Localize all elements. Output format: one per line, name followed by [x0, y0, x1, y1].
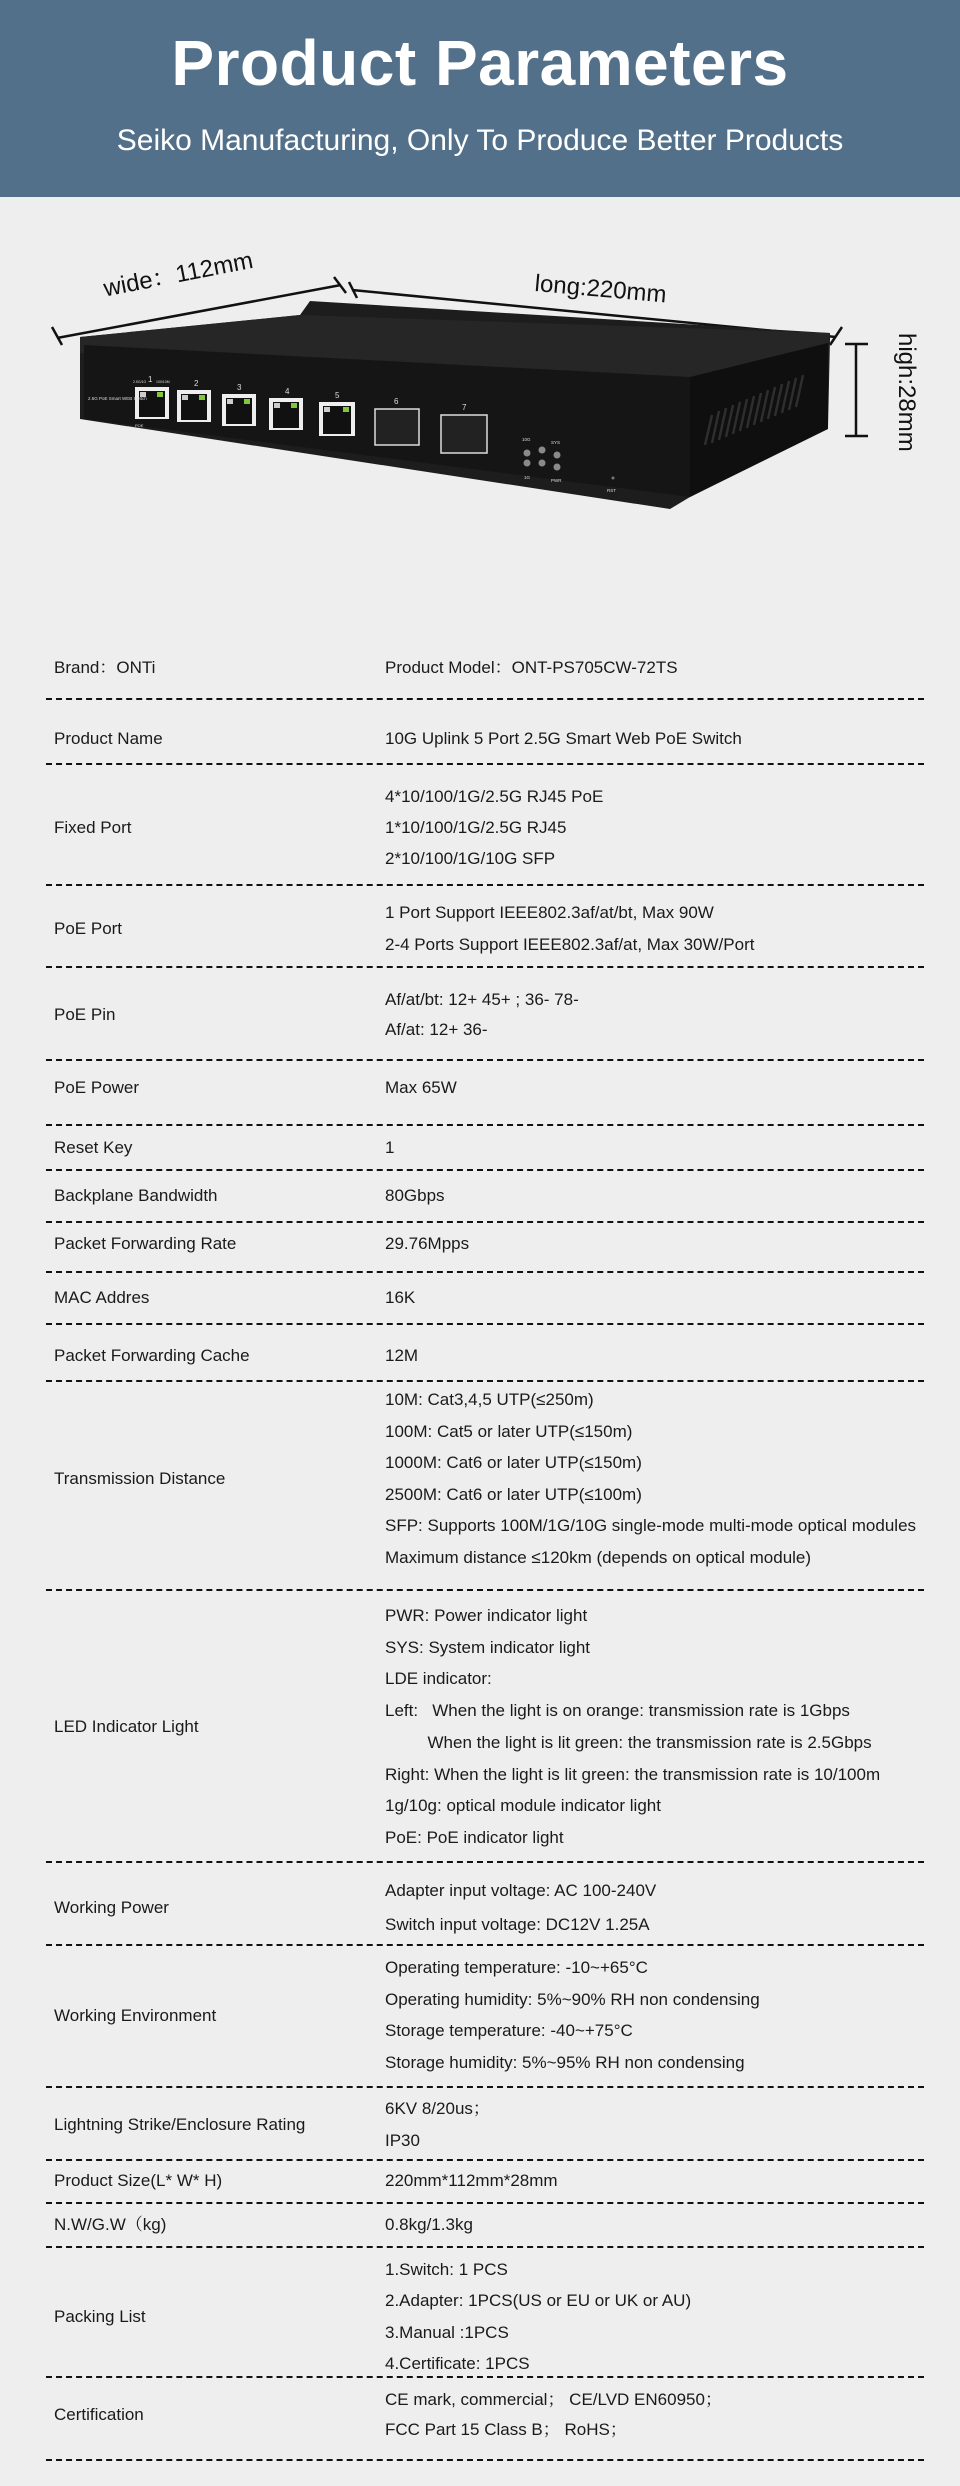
port-number-2: 2 [194, 379, 199, 388]
spec-label: Working Environment [54, 2005, 217, 2025]
spec-value: 4*10/100/1G/2.5G RJ45 PoE [385, 787, 604, 806]
row-separator [46, 2459, 924, 2461]
spec-value: 6KV 8/20us； [385, 2099, 490, 2118]
rj45-port-5 [319, 402, 355, 436]
spec-label: Packet Forwarding Cache [54, 1346, 250, 1365]
spec-value: 80Gbps [385, 1186, 445, 1205]
spec-value: 220mm*112mm*28mm [385, 2171, 558, 2190]
spec-label: MAC Addres [54, 1288, 150, 1307]
spec-label: LED Indicator Light [54, 1716, 199, 1736]
row-separator [46, 884, 924, 886]
row-separator [46, 966, 924, 968]
led-label-1g: 1G [524, 475, 531, 480]
spec-value: 100M: Cat5 or later UTP(≤150m) [385, 1421, 633, 1441]
spec-label: PoE Pin [54, 1005, 116, 1024]
spec-value: 0.8kg/1.3kg [385, 2215, 473, 2234]
page-title: Product Parameters [171, 27, 789, 99]
spec-label: Packet Forwarding Rate [54, 1234, 237, 1253]
spec-label: Reset Key [54, 1138, 133, 1157]
spec-value: 10M: Cat3,4,5 UTP(≤250m) [385, 1390, 594, 1409]
port-number-7: 7 [462, 403, 467, 412]
row-separator [46, 1221, 924, 1223]
row-separator [46, 1323, 924, 1325]
row-separator [46, 1589, 924, 1591]
spec-value: Storage humidity: 5%~95% RH non condensing [385, 2053, 745, 2073]
spec-value: 2*10/100/1G/10G SFP [385, 849, 556, 868]
spec-value: Left: When the light is on orange: transmission rate is 1Gbps [385, 1701, 850, 1721]
spec-label: Lightning Strike/Enclosure Rating [54, 2115, 306, 2134]
page-subtitle: Seiko Manufacturing, Only To Produce Better Products [116, 124, 844, 157]
row-separator [46, 2376, 924, 2378]
product-model: Product Model：ONT-PS705CW-72TS [385, 658, 678, 677]
row-separator [46, 2086, 924, 2088]
product-illustration [0, 197, 960, 617]
spec-value: Maximum distance ≤120km (depends on optical module) [385, 1548, 812, 1567]
spec-label: PoE Port [54, 919, 123, 938]
height-dimension-label: high:28mm [893, 333, 920, 452]
spec-value: 1 [385, 1138, 395, 1157]
port-number-5: 5 [335, 391, 340, 400]
spec-value: 4.Certificate: 1PCS [385, 2353, 530, 2373]
spec-value: 2500M: Cat6 or later UTP(≤100m) [385, 1484, 642, 1504]
spec-value: 3.Manual :1PCS [385, 2322, 509, 2342]
spec-value: 29.76Mpps [385, 1234, 470, 1253]
rj45-port-4 [269, 398, 303, 430]
led-label-10g: 10G [522, 437, 531, 442]
spec-value: Operating temperature: -10~+65°C [385, 1958, 648, 1977]
reset-label: RST [607, 488, 616, 493]
reset-hole [612, 477, 615, 480]
header-banner [0, 0, 960, 197]
spec-value: Af/at/bt: 12+ 45+ ; 36- 78- [385, 990, 579, 1009]
port-number-3: 3 [237, 383, 242, 392]
spec-value: Af/at: 12+ 36- [385, 1020, 488, 1039]
spec-value: FCC Part 15 Class B； RoHS； [385, 2420, 627, 2439]
spec-value: Adapter input voltage: AC 100-240V [385, 1881, 657, 1900]
spec-value: 1000M: Cat6 or later UTP(≤150m) [385, 1453, 642, 1473]
spec-label: Transmission Distance [54, 1469, 226, 1488]
spec-value: 1*10/100/1G/2.5G RJ45 [385, 818, 567, 837]
spec-value: 1 Port Support IEEE802.3af/at/bt, Max 90W [385, 903, 714, 922]
row-separator [46, 2202, 924, 2204]
row-separator [46, 1944, 924, 1946]
spec-value: 2.Adapter: 1PCS(US or EU or UK or AU) [385, 2291, 692, 2311]
row-separator [46, 2246, 924, 2248]
row-separator [46, 698, 924, 700]
spec-label: Product Name [54, 729, 163, 748]
port1-right-label: 100/10M [156, 380, 170, 384]
spec-value: 2-4 Ports Support IEEE802.3af/at, Max 30W/Port [385, 935, 755, 954]
width-dimension-label: wide：112mm [101, 246, 256, 303]
rj45-port-1 [135, 387, 169, 419]
spec-value: Max 65W [385, 1078, 457, 1097]
led-label-sys: SYS [551, 440, 561, 445]
row-separator [46, 2159, 924, 2161]
spec-value: Storage temperature: -40~+75°C [385, 2021, 633, 2041]
spec-value: Switch input voltage: DC12V 1.25A [385, 1915, 650, 1934]
spec-value: When the light is lit green: the transmission rate is 2.5Gbps [385, 1732, 872, 1752]
port1-left-label: 2.5G/1G [133, 380, 147, 384]
spec-value: 1.Switch: 1 PCS [385, 2260, 508, 2279]
row-separator [46, 1380, 924, 1382]
brand-label: Brand：ONTi [54, 658, 156, 677]
spec-value: Operating humidity: 5%~90% RH non condensing [385, 1989, 760, 2009]
row-separator [46, 1124, 924, 1126]
spec-value: SYS: System indicator light [385, 1637, 591, 1657]
rj45-port-3 [222, 394, 256, 426]
spec-value: SFP: Supports 100M/1G/10G single-mode multi-mode optical modules [385, 1516, 917, 1536]
row-separator [46, 1169, 924, 1171]
spec-value: PoE: PoE indicator light [385, 1827, 564, 1847]
spec-value: LDE indicator: [385, 1669, 492, 1689]
poe-label: POE [135, 423, 144, 428]
row-separator [46, 763, 924, 765]
spec-value: PWR: Power indicator light [385, 1606, 588, 1625]
spec-value: CE mark, commercial； CE/LVD EN60950； [385, 2390, 722, 2409]
sfp-port-7 [441, 415, 487, 453]
sfp-port-6 [375, 409, 419, 445]
spec-value: IP30 [385, 2131, 420, 2150]
port-number-1: 1 [148, 375, 153, 384]
port-number-4: 4 [285, 387, 290, 396]
row-separator [46, 1059, 924, 1061]
spec-label: PoE Power [54, 1078, 140, 1097]
led-label-pwr: PWR [551, 478, 562, 483]
rj45-port-2 [177, 390, 211, 422]
panel-model-text: 2.5G PoE Smart WEB Switch [88, 396, 147, 401]
length-dimension-label: long:220mm [533, 270, 668, 309]
spec-label: Product Size(L* W* H) [54, 2171, 223, 2190]
spec-value: Right: When the light is lit green: the transmission rate is 10/100m [385, 1764, 881, 1784]
spec-label: Working Power [54, 1898, 169, 1917]
spec-label: Certification [54, 2405, 144, 2424]
spec-value: 12M [385, 1346, 419, 1365]
port-number-6: 6 [394, 397, 399, 406]
row-separator [46, 1271, 924, 1273]
spec-label: Packing List [54, 2306, 146, 2326]
spec-value: 16K [385, 1288, 416, 1307]
spec-label: Fixed Port [54, 818, 132, 837]
spec-value: 10G Uplink 5 Port 2.5G Smart Web PoE Switch [385, 729, 742, 748]
spec-value: 1g/10g: optical module indicator light [385, 1796, 661, 1816]
spec-label: N.W/G.W（kg) [54, 2215, 167, 2234]
row-separator [46, 1861, 924, 1863]
spec-label: Backplane Bandwidth [54, 1186, 218, 1205]
